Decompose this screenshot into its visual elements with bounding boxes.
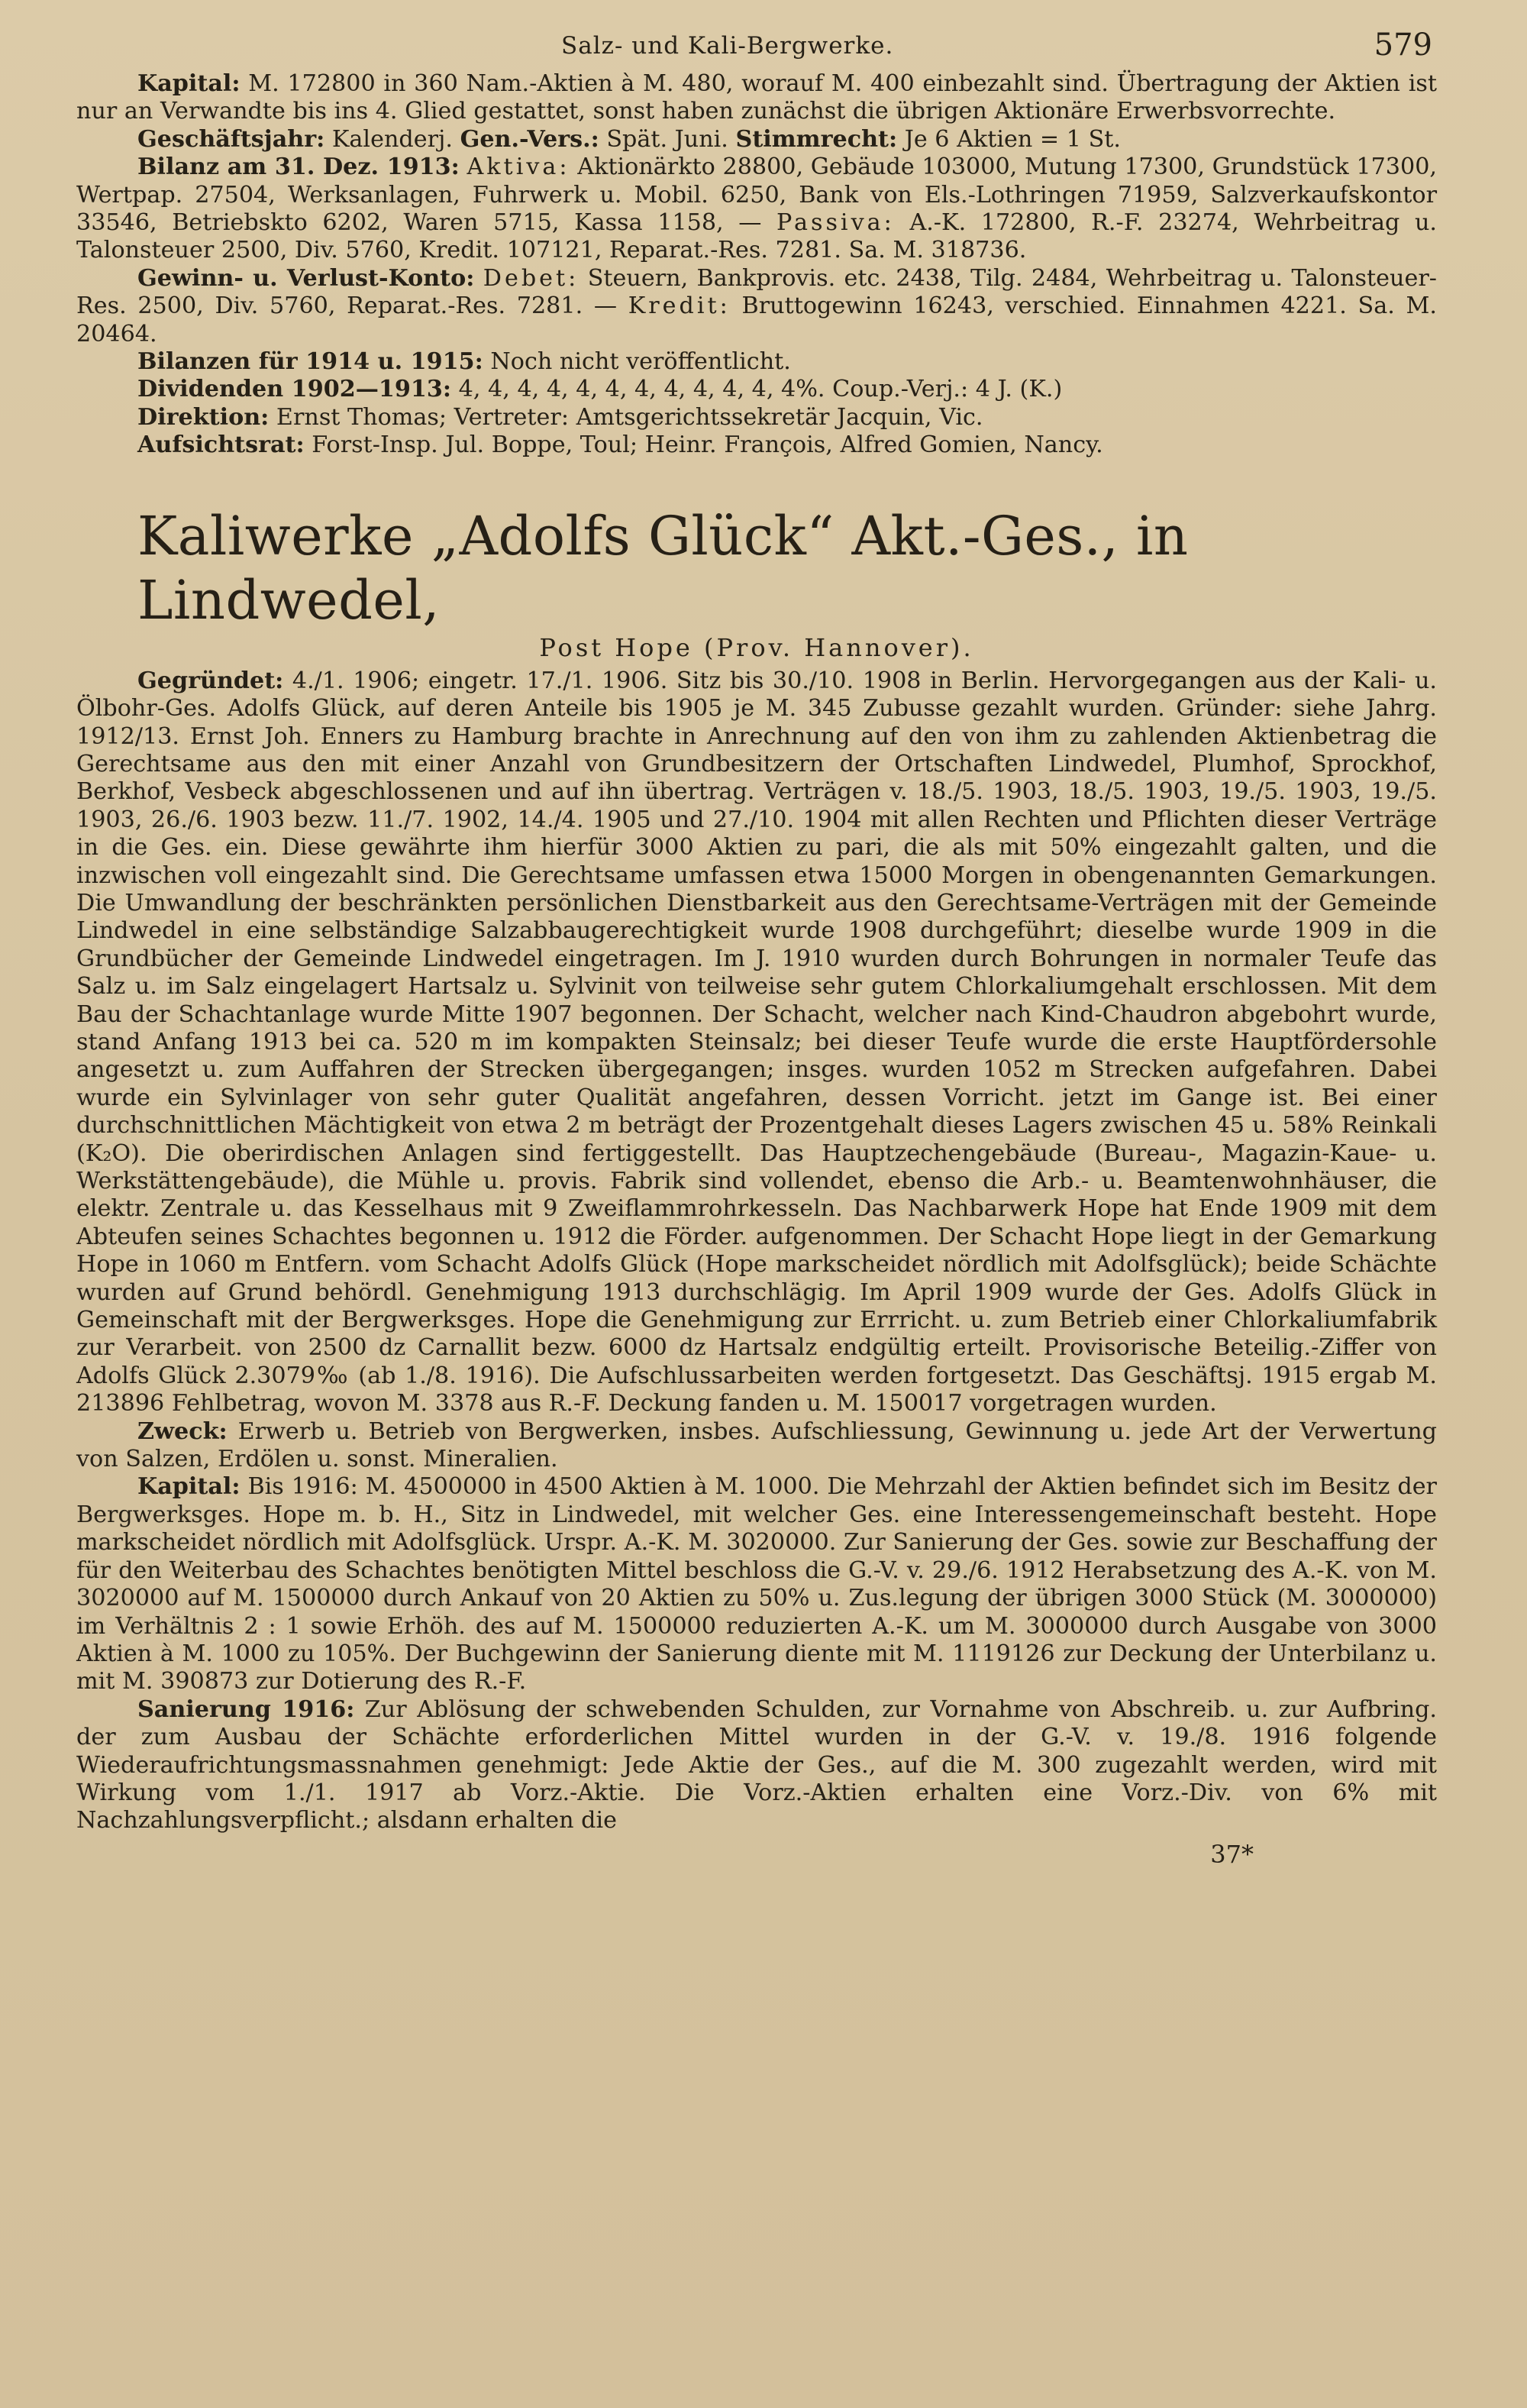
direktion-paragraph — [76, 404, 1437, 432]
direktion-label: Direktion: — [137, 403, 270, 431]
sanierung-paragraph — [76, 1696, 1437, 1835]
aufsichtsrat-paragraph — [76, 432, 1437, 459]
gewinn-verlust-label: Gewinn- u. Verlust-Konto: — [137, 264, 475, 292]
kapital-text: M. 172800 in 360 Nam.-Aktien à M. 480, worauf M. 400 einbezahlt sind. Übertragung der Aktien ist nur an Verwandte bis ins 4. Glied gestattet, sonst haben zunächst die übrigen Aktionäre Erwerbsvorrechte. — [76, 70, 1437, 125]
stimmrecht-text: Je 6 Aktien = 1 St. — [897, 125, 1121, 153]
aufsichtsrat-label: Aufsichtsrat: — [137, 432, 305, 459]
page-header — [76, 21, 1437, 70]
debet-text: Steuern, Bankprovis. etc. 2438, Tilg. 2484, Wehrbeitrag u. Talonsteuer-Res. 2500, Div. 5760, Reparat.-Res. 7281. — — [76, 264, 1437, 320]
bilanzen-text: Noch nicht veröffentlicht. — [483, 348, 791, 376]
sanierung-label: Sanierung 1916: — [137, 1695, 355, 1723]
company-title: Kaliwerke „Adolfs Glück“ Akt.-Ges., in Lindwedel, — [137, 504, 1189, 632]
gen-vers-text: Spät. Juni. — [599, 125, 736, 153]
page-number: 579 — [1374, 27, 1432, 63]
kapital-paragraph — [76, 70, 1437, 126]
debet-label: Debet: — [483, 264, 579, 292]
gen-vers-label: Gen.-Vers.: — [460, 125, 599, 153]
gewinn-verlust-paragraph — [76, 265, 1437, 348]
dividenden-label: Dividenden 1902—1913: — [137, 376, 452, 403]
aktiva-text: Aktionärkto 28800, Gebäude 103000, Mutung 17300, Grundstück 17300, Wertpap. 27504, Werksanlagen, Fuhrwerk u. Mobil. 6250, Bank von Els.-Lothringen 71959, Salzverkaufskontor 33546, Betriebskto 6202, Waren 5715, Kassa 1158, — — [76, 154, 1438, 237]
running-head: Salz- und Kali-Bergwerke. — [561, 32, 894, 60]
bilanzen-paragraph — [76, 348, 1437, 376]
zweck-text: Erwerb u. Betrieb von Bergwerken, insbes. Aufschliessung, Gewinnung u. jede Art der Verwertung von Salzen, Erdölen u. sonst. Mineralien. — [76, 1417, 1437, 1473]
kredit-text: Bruttogewinn 16243, verschied. Einnahmen 4221. Sa. M. 20464. — [76, 293, 1437, 347]
kapital-label: Kapital: — [137, 70, 241, 97]
zweck-label: Zweck: — [137, 1417, 228, 1445]
dividenden-paragraph — [76, 376, 1437, 403]
bilanz-label: Bilanz am 31. Dez. 1913: — [137, 154, 460, 181]
passiva-text: A.-K. 172800, R.-F. 23274, Wehrbeitrag u. Talonsteuer 2500, Div. 5760, Kredit. 107121, Reparat.-Res. 7281. Sa. M. 318736. — [76, 209, 1437, 264]
aufsichtsrat-text: Forst-Insp. Jul. Boppe, Toul; Heinr. François, Alfred Gomien, Nancy. — [304, 432, 1103, 459]
passiva-label: Passiva: — [776, 209, 895, 237]
dividenden-text: 4, 4, 4, 4, 4, 4, 4, 4, 4, 4, 4, 4%. Coup.-Verj.: 4 J. (K.) — [451, 376, 1063, 403]
sanierung-text: Zur Ablösung der schwebenden Schulden, zur Vornahme von Abschreib. u. zur Aufbring. der zum Ausbau der Schächte erforderlichen Mittel wurden in der G.-V. v. 19./8. 1916 folgende Wiederaufrichtungsmassnahmen genehmigt: Jede Aktie der Ges., auf die M. 300 zugezahlt werden, wird mit Wirkung vom 1./1. 1917 ab Vorz.-Aktie. Die Vorz.-Aktien erhalten eine Vorz.-Div. von 6% mit Nachzahlungsverpflicht.; alsdann erhalten die — [76, 1695, 1438, 1834]
aktiva-label: Aktiva: — [466, 154, 570, 181]
kapital-2-paragraph — [76, 1473, 1437, 1695]
geschaeftsjahr-paragraph — [76, 126, 1437, 154]
bilanz-paragraph — [76, 154, 1437, 265]
bilanzen-label: Bilanzen für 1914 u. 1915: — [137, 348, 483, 376]
kapital-2-text: Bis 1916: M. 4500000 in 4500 Aktien à M. 1000. Die Mehrzahl der Aktien befindet sich im Besitz der Bergwerksges. Hope m. b. H., Sitz in Lindwedel, mit welcher Ges. eine Interessengemeinschaft besteht. Hope markscheidet nördlich mit Adolfsglück. Urspr. A.-K. M. 3020000. Zur Sanierung der Ges. sowie zur Beschaffung der für den Weiterbau des Schachtes benötigten Mittel beschloss die G.-V. v. 29./6. 1912 Herabsetzung des A.-K. von M. 3020000 auf M. 1500000 durch Ankauf von 20 Aktien zu 50% u. Zus.legung der übrigen 3000 Stück (M. 3000000) im Verhältnis 2 : 1 sowie Erhöh. des auf M. 1500000 reduzierten A.-K. um M. 3000000 durch Ausgabe von 3000 Aktien à M. 1000 zu 105%. Der Buchgewinn der Sanierung diente mit M. 1119126 zur Deckung der Unterbilanz u. mit M. 390873 zur Dotierung des R.-F. — [76, 1473, 1437, 1695]
signature-mark: 37* — [1210, 1839, 1254, 1869]
gegruendet-paragraph — [76, 667, 1437, 1418]
direktion-text: Ernst Thomas; Vertreter: Amtsgerichtssekretär Jacquin, Vic. — [269, 403, 983, 431]
kredit-label: Kredit: — [628, 293, 731, 320]
zweck-paragraph — [76, 1418, 1437, 1474]
geschaeftsjahr-text: Kalenderj. — [324, 125, 460, 153]
stimmrecht-label: Stimmrecht: — [735, 125, 898, 153]
gegruendet-label: Gegründet: — [137, 667, 284, 694]
kapital-2-label: Kapital: — [137, 1473, 241, 1501]
company-subtitle: Post Hope (Prov. Hannover). — [539, 632, 974, 662]
gegruendet-text: 4./1. 1906; eingetr. 17./1. 1906. Sitz bis 30./10. 1908 in Berlin. Hervorgegangen aus der Kali- u. Ölbohr-Ges. Adolfs Glück, auf deren Anteile bis 1905 je M. 345 Zubusse gezahlt wurden. Gründer: siehe Jahrg. 1912/13. Ernst Joh. Enners zu Hamburg brachte in Anrechnung auf den von ihm zu zahlenden Aktienbetrag die Gerechtsame aus den mit einer Anzahl von Grundbesitzern der Ortschaften Lindwedel, Plumhof, Sprockhof, Berkhof, Vesbeck abgeschlossenen und auf ihn übertrag. Verträgen v. 18./5. 1903, 18./5. 1903, 19./5. 1903, 19./5. 1903, 26./6. 1903 bezw. 11./7. 1902, 14./4. 1905 und 27./10. 1904 mit allen Rechten und Pflichten dieser Verträge in die Ges. ein. Diese gewährte ihm hierfür 3000 Aktien zu pari, die als mit 50% eingezahlt galten, und die inzwischen voll eingezahlt sind. Die Gerechtsame umfassen etwa 15000 Morgen in obengenannten Gemarkungen. Die Umwandlung der beschränkten persönlichen Dienstbarkeit aus den Gerechtsame-Verträgen mit der Gemeinde Lindwedel in eine selbständige Salzabbaugerechtigkeit wurde 1908 durchgeführt; dieselbe wurde 1909 in die Grundbücher der Gemeinde Lindwedel eingetragen. Im J. 1910 wurden durch Bohrungen in normaler Teufe das Salz u. im Salz eingelagert Hartsalz u. Sylvinit von teilweise sehr gutem Chlorkaliumgehalt erschlossen. Mit dem Bau der Schachtanlage wurde Mitte 1907 begonnen. Der Schacht, welcher nach Kind-Chaudron abgebohrt wurde, stand Anfang 1913 bei ca. 520 m im kompakten Steinsalz; bei dieser Teufe wurde die erste Hauptfördersohle angesetzt u. zum Auffahren der Strecken übergegangen; insges. wurden 1052 m Strecken aufgefahren. Dabei wurde ein Sylvinlager von sehr guter Qualität angefahren, dessen Vorricht. jetzt im Gange ist. Bei einer durchschnittlichen Mächtigkeit von etwa 2 m beträgt der Prozentgehalt dieses Lagers zwischen 45 u. 58% Reinkali (K₂O). Die oberirdischen Anlagen sind fertiggestellt. Das Hauptzechengebäude (Bureau-, Magazin-Kaue- u. Werkstättengebäude), die Mühle u. provis. Fabrik sind vollendet, ebenso die Arb.- u. Beamtenwohnhäuser, die elektr. Zentrale u. das Kesselhaus mit 9 Zweiflammrohrkesseln. Das Nachbarwerk Hope hat Ende 1909 mit dem Abteufen seines Schachtes begonnen u. 1912 die Förder. aufgenommen. Der Schacht Hope liegt in der Gemarkung Hope in 1060 m Entfern. vom Schacht Adolfs Glück (Hope markscheidet nördlich mit Adolfsglück); beide Schächte wurden auf Grund behördl. Genehmigung 1913 durchschlägig. Im April 1909 wurde der Ges. Adolfs Glück in Gemeinschaft mit der Bergwerksges. Hope die Genehmigung zur Errricht. u. zum Betrieb einer Chlorkaliumfabrik zur Verarbeit. von 2500 dz Carnallit bezw. 6000 dz Hartsalz endgültig erteilt. Provisorische Beteilig.-Ziffer von Adolfs Glück 2.3079‰ (ab 1./8. 1916). Die Aufschlussarbeiten werden fortgesetzt. Das Geschäftsj. 1915 ergab M. 213896 Fehlbetrag, wovon M. 3378 aus R.-F. Deckung fanden u. M. 150017 vorgetragen wurden. — [76, 667, 1437, 1417]
geschaeftsjahr-label: Geschäftsjahr: — [137, 125, 325, 153]
